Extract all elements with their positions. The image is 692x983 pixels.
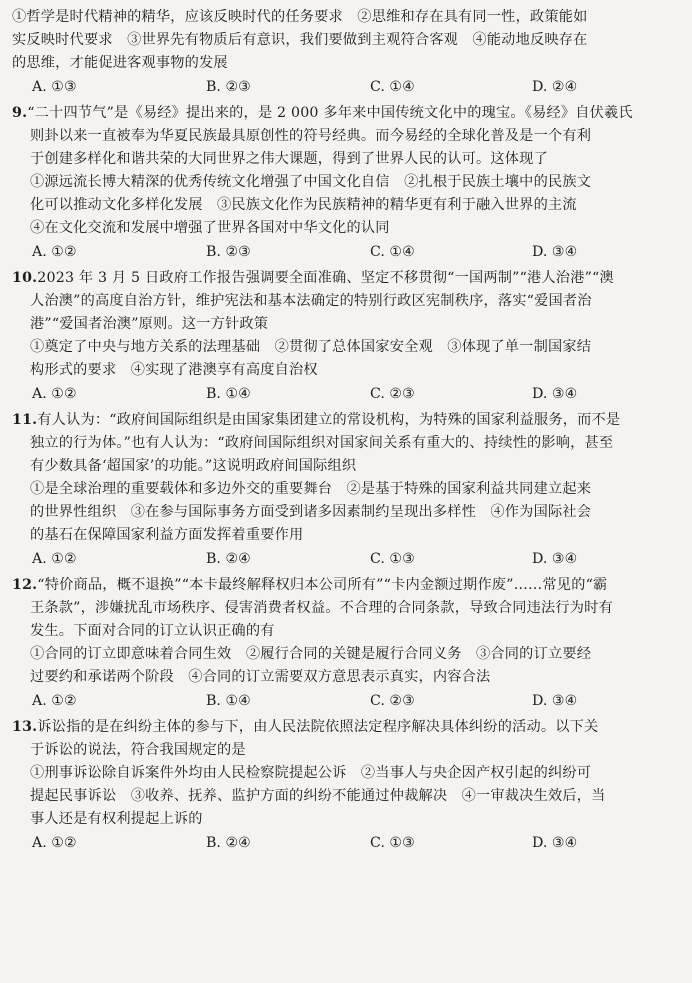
question-q12: [12, 574, 680, 714]
answer-option-b[interactable]: B. ②③: [206, 244, 251, 260]
question-text: 人治澳”的高度自治方针，维护宪法和基本法确定的特别行政区宪制秩序，落实“爱国者治: [30, 293, 592, 309]
question-text-line: [12, 290, 680, 313]
question-text: ①哲学是时代精神的精华，应该反映时代的任务要求 ②思维和存在具有同一性，政策能如: [12, 9, 588, 25]
question-text-line: [12, 524, 680, 547]
answer-option-d[interactable]: D. ②④: [532, 79, 578, 95]
question-number: 9.: [12, 105, 28, 121]
question-text: 于诉讼的说法，符合我国规定的是: [30, 742, 246, 758]
question-text-line: [12, 455, 680, 478]
question-text-line: [12, 666, 680, 689]
question-text: ①合同的订立即意味着合同生效 ②履行合同的关键是履行合同义务 ③合同的订立要经: [30, 646, 592, 662]
answer-option-d[interactable]: D. ③④: [532, 551, 578, 567]
answer-option-a[interactable]: A. ①②: [32, 244, 77, 260]
answer-option-a[interactable]: A. ①②: [32, 693, 77, 709]
question-text-line: [12, 643, 680, 666]
answer-option-d[interactable]: D. ③④: [532, 835, 578, 851]
question-text: “特价商品，概不退换”“本卡最终解释权归本公司所有”“卡内金额过期作废”……常见的“霸: [37, 577, 608, 593]
answer-option-d[interactable]: D. ③④: [532, 244, 578, 260]
question-text: ①刑事诉讼除自诉案件外均由人民检察院提起公诉 ②当事人与央企因产权引起的纠纷可: [30, 765, 592, 781]
question-text: 王条款”，涉嫌扰乱市场秩序、侵害消费者权益。不合理的合同条款，导致合同违法行为时有: [30, 600, 613, 616]
answer-options: [12, 689, 680, 714]
answer-option-c[interactable]: C. ①③: [370, 835, 415, 851]
question-text: 提起民事诉讼 ③收养、抚养、监护方面的纠纷不能通过仲裁解决 ④一审裁决生效后，当: [30, 788, 606, 804]
question-text-line: [12, 597, 680, 620]
answer-option-b[interactable]: B. ②④: [206, 551, 251, 567]
answer-option-b[interactable]: B. ①④: [206, 386, 251, 402]
question-text-line: [12, 171, 680, 194]
question-text: 诉讼指的是在纠纷主体的参与下，由人民法院依照法定程序解决具体纠纷的活动。以下关: [37, 719, 599, 735]
question-number: 10.: [12, 270, 38, 286]
question-text-line: [12, 574, 680, 597]
question-text: 化可以推动文化多样化发展 ③民族文化作为民族精神的精华更有利于融入世界的主流: [30, 197, 577, 213]
question-text-line: [12, 762, 680, 785]
question-list: [12, 6, 680, 856]
answer-option-b[interactable]: B. ②④: [206, 835, 251, 851]
answer-options: [12, 831, 680, 856]
question-text-line: [12, 194, 680, 217]
answer-option-b[interactable]: B. ①④: [206, 693, 251, 709]
answer-options: [12, 382, 680, 407]
question-text-line: [12, 6, 680, 29]
question-text: 有人认为：“政府间国际组织是由国家集团建立的常设机构，为特殊的国家利益服务，而不是: [37, 412, 621, 428]
question-text: ①源远流长博大精深的优秀传统文化增强了中国文化自信 ②扎根于民族土壤中的民族文: [30, 174, 592, 190]
question-text-line: [12, 313, 680, 336]
question-text-line: [12, 716, 680, 739]
question-text: 的思维，才能促进客观事物的发展: [12, 55, 228, 71]
answer-option-c[interactable]: C. ①③: [370, 551, 415, 567]
answer-option-b[interactable]: B. ②③: [206, 79, 251, 95]
question-text: “二十四节气”是《易经》提出来的，是 2 000 多年来中国传统文化中的瑰宝。《易经》自伏羲氏: [27, 105, 633, 121]
answer-options: [12, 240, 680, 265]
question-text: 构形式的要求 ④实现了港澳享有高度自治权: [30, 362, 318, 378]
question-text-line: [12, 125, 680, 148]
question-text-line: [12, 217, 680, 240]
question-text-line: [12, 52, 680, 75]
question-text: 事人还是有权利提起上诉的: [30, 811, 203, 827]
question-text-line: [12, 808, 680, 831]
question-text-line: [12, 432, 680, 455]
question-text: 有少数具备‘超国家’的功能。”这说明政府间国际组织: [30, 458, 357, 474]
question-text-line: [12, 267, 680, 290]
answer-option-a[interactable]: A. ①②: [32, 386, 77, 402]
question-number: 12.: [12, 577, 38, 593]
question-text: 港”“爱国者治澳”原则。这一方针政策: [30, 316, 269, 332]
answer-option-a[interactable]: A. ①②: [32, 551, 77, 567]
question-text-line: [12, 409, 680, 432]
question-text-line: [12, 501, 680, 524]
question-number: 13.: [12, 719, 38, 735]
answer-option-d[interactable]: D. ③④: [532, 693, 578, 709]
question-text-line: [12, 620, 680, 643]
question-text-line: [12, 336, 680, 359]
answer-option-c[interactable]: C. ②③: [370, 693, 415, 709]
question-text: ①奠定了中央与地方关系的法理基础 ②贯彻了总体国家安全观 ③体现了单一制国家结: [30, 339, 592, 355]
question-q9: [12, 102, 680, 265]
question-q11: [12, 409, 680, 572]
question-text: 于创建多样化和谐共荣的大同世界之伟大课题，得到了世界人民的认可。这体现了: [30, 151, 548, 167]
question-text: 的世界性组织 ③在参与国际事务方面受到诸多因素制约呈现出多样性 ④作为国际社会: [30, 504, 592, 520]
question-text: 实反映时代要求 ③世界先有物质后有意识，我们要做到主观符合客观 ④能动地反映存在: [12, 32, 588, 48]
question-q10: [12, 267, 680, 407]
answer-option-c[interactable]: C. ①④: [370, 79, 415, 95]
answer-option-c[interactable]: C. ②③: [370, 386, 415, 402]
question-text: ④在文化交流和发展中增强了世界各国对中华文化的认同: [30, 220, 390, 236]
question-text-line: [12, 359, 680, 382]
question-text: 独立的行为体。”也有人认为：“政府间国际组织对国家间关系有重大的、持续性的影响，甚至: [30, 435, 614, 451]
question-text: 2023 年 3 月 5 日政府工作报告强调要全面准确、坚定不移贯彻“一国两制”“港人治港”“澳: [37, 270, 614, 286]
answer-options: [12, 547, 680, 572]
question-text-line: [12, 102, 680, 125]
question-text-line: [12, 29, 680, 52]
answer-option-a[interactable]: A. ①②: [32, 835, 77, 851]
question-text: 发生。下面对合同的订立认识正确的有: [30, 623, 275, 639]
question-text: ①是全球治理的重要载体和多边外交的重要舞台 ②是基于特殊的国家利益共同建立起来: [30, 481, 592, 497]
question-text: 的基石在保障国家利益方面发挥着重要作用: [30, 527, 304, 543]
question-text: 则卦以来一直被奉为华夏民族最具原创性的符号经典。而今易经的全球化普及是一个有利: [30, 128, 592, 144]
question-text: 过要约和承诺两个阶段 ④合同的订立需要双方意思表示真实，内容合法: [30, 669, 491, 685]
question-text-line: [12, 478, 680, 501]
answer-option-d[interactable]: D. ③④: [532, 386, 578, 402]
answer-option-a[interactable]: A. ①③: [32, 79, 77, 95]
answer-options: [12, 75, 680, 100]
answer-option-c[interactable]: C. ①④: [370, 244, 415, 260]
question-previous-tail: [12, 6, 680, 100]
question-number: 11.: [12, 412, 38, 428]
question-text-line: [12, 739, 680, 762]
question-text-line: [12, 148, 680, 171]
question-text-line: [12, 785, 680, 808]
question-q13: [12, 716, 680, 856]
